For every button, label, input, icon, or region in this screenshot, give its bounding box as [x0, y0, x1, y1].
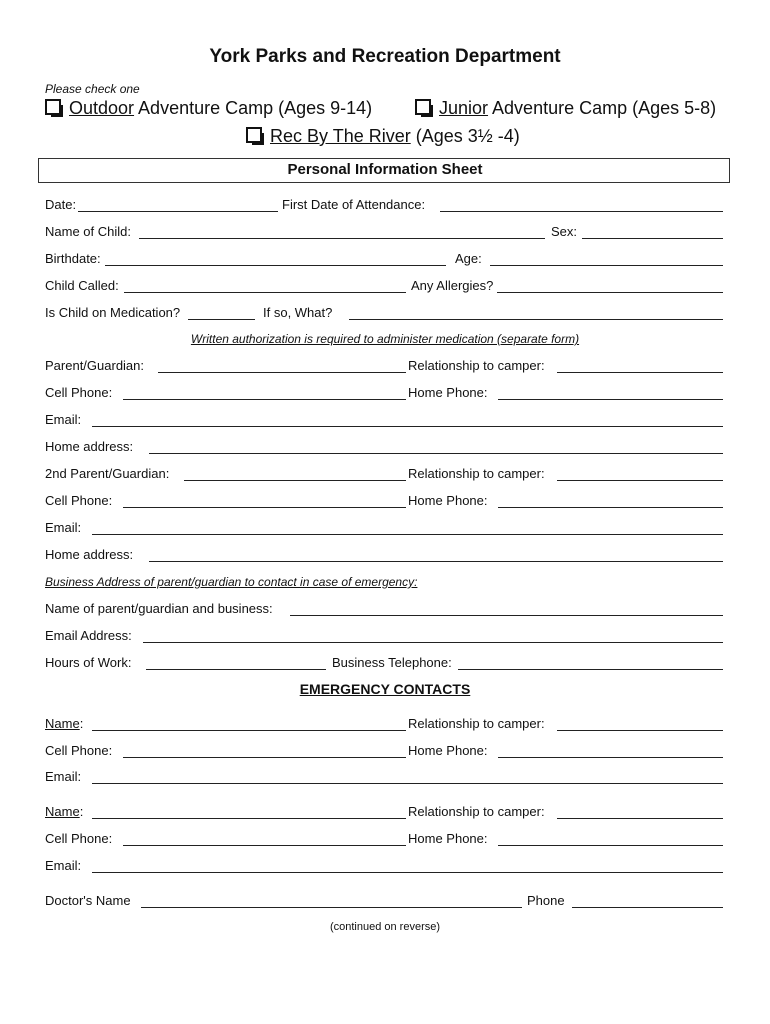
name-business-label: Name of parent/guardian and business:	[45, 601, 273, 616]
sex-label: Sex:	[551, 224, 578, 239]
ec2-name-label	[45, 804, 83, 819]
age-label: Age:	[455, 251, 482, 266]
parent-label: Parent/Guardian:	[45, 358, 145, 373]
email-label: Email:	[45, 412, 82, 427]
ec2-cell-label: Cell Phone:	[45, 831, 113, 846]
cell-phone-field[interactable]	[123, 399, 406, 400]
relationship-label: Relationship to camper:	[408, 358, 545, 373]
cell-phone-label: Cell Phone:	[45, 385, 113, 400]
river-name: Rec By The River	[270, 126, 411, 146]
junior-rest: Adventure Camp (Ages 5-8)	[488, 98, 717, 118]
ec1-relationship-label: Relationship to camper:	[408, 716, 545, 731]
home-address-field[interactable]	[149, 453, 723, 454]
business-note: Business Address of parent/guardian to contact in case of emergency:	[45, 575, 418, 589]
ec1-name-field[interactable]	[92, 730, 406, 731]
birthdate-label: Birthdate:	[45, 251, 101, 266]
email2-field[interactable]	[92, 534, 723, 535]
home-address2-field[interactable]	[149, 561, 723, 562]
ec2-email-field[interactable]	[92, 872, 723, 873]
ec2-home-label: Home Phone:	[408, 831, 488, 846]
outdoor-rest: Adventure Camp (Ages 9-14)	[134, 98, 373, 118]
checkbox-icon[interactable]	[246, 127, 262, 143]
if-so-label: If so, What?	[263, 305, 333, 320]
junior-name: Junior	[439, 98, 489, 118]
business-phone-field[interactable]	[458, 669, 723, 670]
ec1-email-label: Email:	[45, 769, 82, 784]
medication-what-field[interactable]	[349, 319, 723, 320]
email2-label: Email:	[45, 520, 82, 535]
allergies-label: Any Allergies?	[411, 278, 494, 293]
email-address-field[interactable]	[143, 642, 723, 643]
ec2-relationship-label: Relationship to camper:	[408, 804, 545, 819]
child-called-field[interactable]	[124, 292, 406, 293]
first-date-field[interactable]	[440, 211, 723, 212]
sheet-title: Personal Information Sheet	[287, 161, 483, 178]
checkbox-icon[interactable]	[415, 99, 431, 115]
home-address2-label: Home address:	[45, 547, 134, 562]
ec2-home-field[interactable]	[498, 845, 723, 846]
date-field[interactable]	[78, 211, 278, 212]
email-field[interactable]	[92, 426, 723, 427]
home-address-label: Home address:	[45, 439, 134, 454]
sex-field[interactable]	[582, 238, 723, 239]
ec2-name-text: Name	[45, 804, 80, 819]
relationship-field[interactable]	[557, 372, 723, 373]
relationship2-label: Relationship to camper:	[408, 466, 545, 481]
outdoor-name: Outdoor	[69, 98, 135, 118]
ec1-name-label	[45, 716, 83, 731]
doctor-phone-field[interactable]	[572, 907, 723, 908]
ec1-home-label: Home Phone:	[408, 743, 488, 758]
doctor-label: Doctor's Name	[45, 893, 131, 908]
ec1-relationship-field[interactable]	[557, 730, 723, 731]
form-title: York Parks and Recreation Department	[209, 46, 561, 67]
child-called-label: Child Called:	[45, 278, 119, 293]
email-address-label: Email Address:	[45, 628, 132, 643]
home-phone2-label: Home Phone:	[408, 493, 488, 508]
ec2-email-label: Email:	[45, 858, 82, 873]
parent-field[interactable]	[158, 372, 406, 373]
river-camp-option[interactable]	[246, 126, 520, 147]
outdoor-camp-option[interactable]	[45, 98, 372, 119]
ec1-name-colon: :	[79, 716, 84, 731]
cell-phone2-label: Cell Phone:	[45, 493, 113, 508]
name-child-field[interactable]	[139, 238, 545, 239]
home-phone2-field[interactable]	[498, 507, 723, 508]
emergency-title: EMERGENCY CONTACTS	[299, 681, 471, 697]
age-field[interactable]	[490, 265, 723, 266]
cell-phone2-field[interactable]	[123, 507, 406, 508]
ec1-email-field[interactable]	[92, 783, 723, 784]
relationship2-field[interactable]	[557, 480, 723, 481]
ec2-name-field[interactable]	[92, 818, 406, 819]
junior-camp-option[interactable]	[415, 98, 716, 119]
continued-note: (continued on reverse)	[329, 921, 441, 933]
first-date-label: First Date of Attendance:	[282, 197, 426, 212]
parent2-field[interactable]	[184, 480, 406, 481]
please-check-label: Please check one	[45, 82, 140, 96]
home-phone-field[interactable]	[498, 399, 723, 400]
name-business-field[interactable]	[290, 615, 723, 616]
ec1-name-text: Name	[45, 716, 80, 731]
medication-field[interactable]	[188, 319, 255, 320]
medication-note: Written authorization is required to administer medication (separate form)	[190, 332, 580, 346]
ec2-relationship-field[interactable]	[557, 818, 723, 819]
doctor-phone-label: Phone	[527, 893, 565, 908]
business-phone-label: Business Telephone:	[332, 655, 452, 670]
river-rest: (Ages 3½ -4)	[410, 126, 520, 146]
name-child-label: Name of Child:	[45, 224, 131, 239]
medication-label: Is Child on Medication?	[45, 305, 181, 320]
allergies-field[interactable]	[497, 292, 723, 293]
doctor-field[interactable]	[141, 907, 522, 908]
ec2-name-colon: :	[79, 804, 84, 819]
date-label: Date:	[45, 197, 77, 212]
ec2-cell-field[interactable]	[123, 845, 406, 846]
home-phone-label: Home Phone:	[408, 385, 488, 400]
hours-field[interactable]	[146, 669, 326, 670]
birthdate-field[interactable]	[105, 265, 446, 266]
parent2-label: 2nd Parent/Guardian:	[45, 466, 170, 481]
checkbox-icon[interactable]	[45, 99, 61, 115]
hours-label: Hours of Work:	[45, 655, 132, 670]
ec1-cell-label: Cell Phone:	[45, 743, 113, 758]
ec1-home-field[interactable]	[498, 757, 723, 758]
ec1-cell-field[interactable]	[123, 757, 406, 758]
